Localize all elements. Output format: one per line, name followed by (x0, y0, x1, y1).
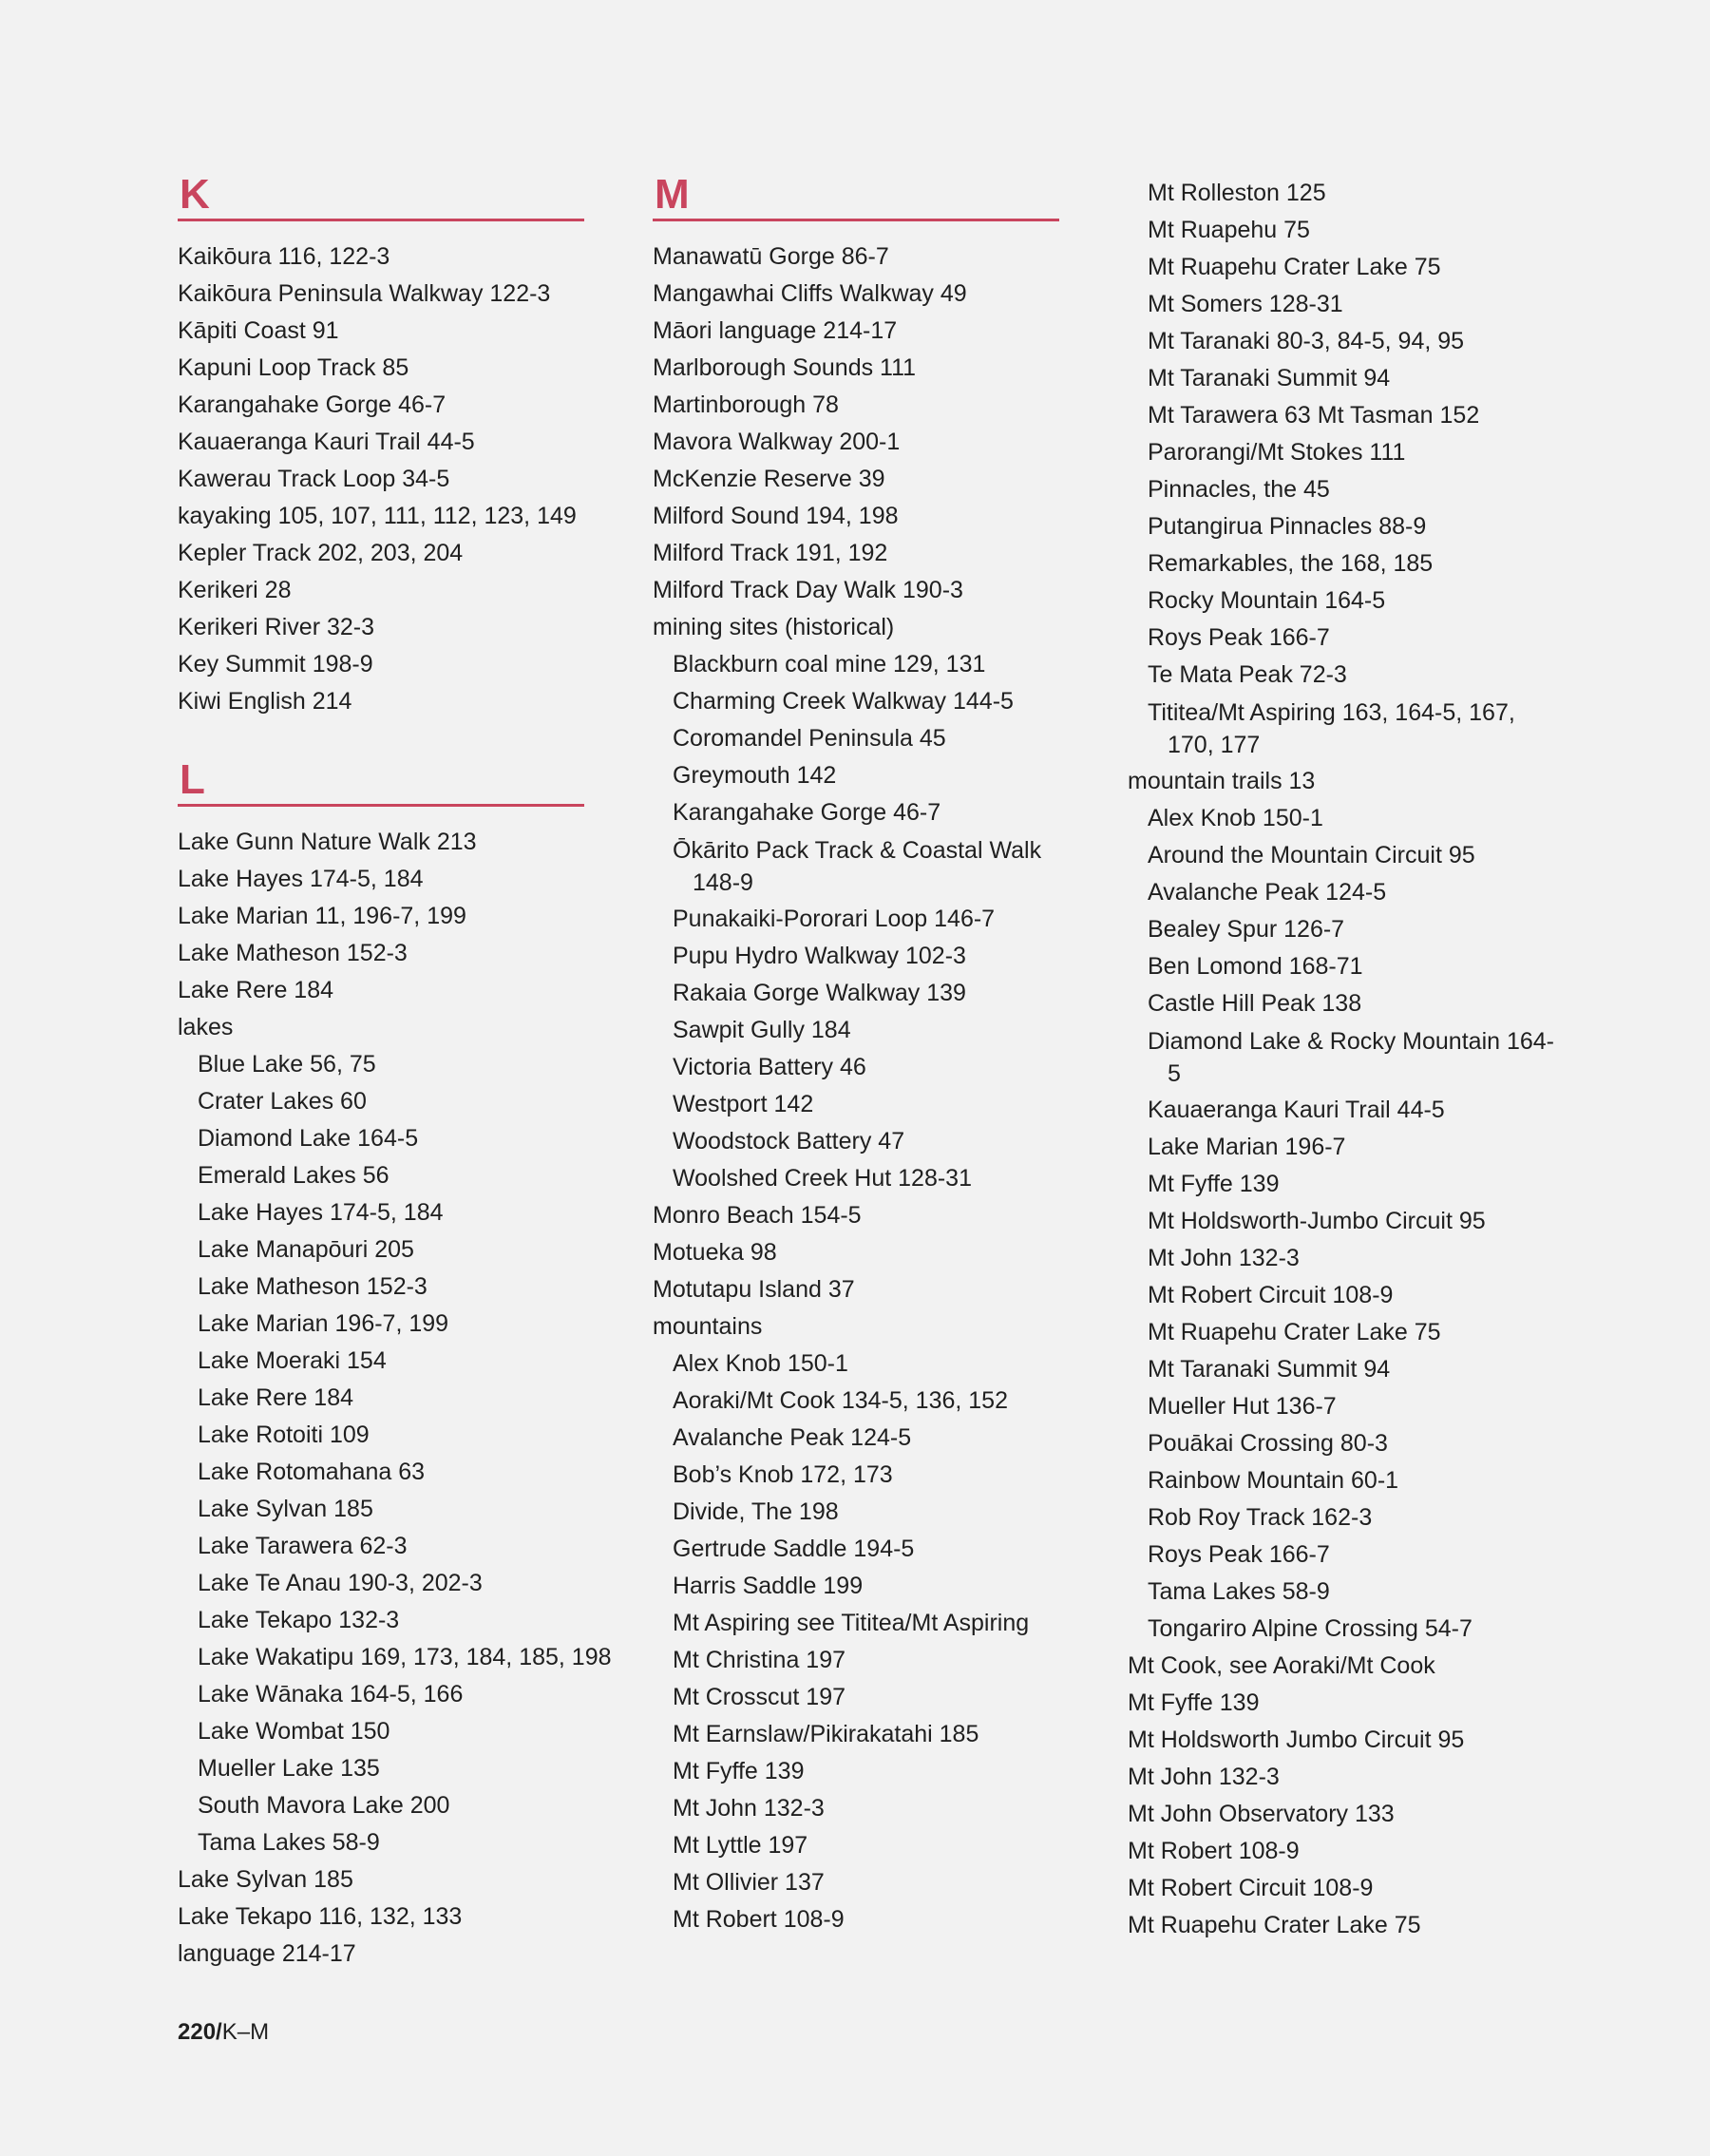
index-subentry: Lake Te Anau 190-3, 202-3 (198, 1570, 483, 1596)
index-subentry: Crater Lakes 60 (198, 1088, 367, 1115)
index-subentry: Lake Marian 196-7 (1148, 1134, 1346, 1160)
section-letter-l: L (178, 756, 584, 807)
folio-range: K–M (221, 2019, 270, 2045)
index-entry: Kerikeri River 32-3 (178, 614, 375, 640)
index-subentry: Mueller Lake 135 (198, 1755, 380, 1782)
index-subentry: Mt Robert Circuit 108-9 (1148, 1282, 1394, 1308)
index-subentry: Lake Sylvan 185 (198, 1496, 373, 1522)
index-subentry: Westport 142 (673, 1091, 814, 1117)
index-entry: Mt Ruapehu Crater Lake 75 (1128, 1912, 1421, 1938)
index-subentry: Mt Aspiring see Tititea/Mt Aspiring (673, 1610, 1030, 1636)
index-subentry: Avalanche Peak 124-5 (1148, 879, 1387, 906)
index-entry: Mt Cook, see Aoraki/Mt Cook (1128, 1652, 1435, 1679)
index-subentry: Alex Knob 150-1 (673, 1350, 848, 1377)
index-entry: Lake Tekapo 116, 132, 133 (178, 1903, 463, 1930)
index-entry: Motueka 98 (653, 1239, 777, 1266)
index-entry: Mt John 132-3 (1128, 1764, 1280, 1790)
index-entry: Kaikōura 116, 122-3 (178, 243, 390, 270)
index-subentry: Mt Crosscut 197 (673, 1684, 846, 1710)
index-entry: Mt Holdsworth Jumbo Circuit 95 (1128, 1727, 1465, 1753)
index-subentry: Lake Manapōuri 205 (198, 1236, 414, 1263)
index-subentry: Around the Mountain Circuit 95 (1148, 842, 1475, 868)
index-entry: mining sites (historical) (653, 614, 895, 640)
index-subentry: Lake Rotomahana 63 (198, 1459, 426, 1485)
index-subentry: Roys Peak 166-7 (1148, 624, 1330, 651)
index-subentry: Lake Matheson 152-3 (198, 1273, 428, 1300)
index-subentry: Lake Tekapo 132-3 (198, 1607, 400, 1633)
section-gap (178, 720, 584, 756)
index-entry: McKenzie Reserve 39 (653, 466, 885, 492)
index-subentry: Lake Marian 196-7, 199 (198, 1310, 449, 1337)
index-subentry: Mt Earnslaw/Pikirakatahi 185 (673, 1721, 979, 1747)
index-entry: Manawatū Gorge 86-7 (653, 243, 889, 270)
index-subentry: Bob’s Knob 172, 173 (673, 1461, 893, 1488)
index-subentry: Kauaeranga Kauri Trail 44-5 (1148, 1097, 1445, 1123)
index-subentry: Mt Taranaki Summit 94 (1148, 1356, 1391, 1383)
index-subentry: Mt Rolleston 125 (1148, 180, 1326, 206)
index-subentry: Diamond Lake 164-5 (198, 1125, 419, 1152)
index-subentry: South Mavora Lake 200 (198, 1792, 450, 1819)
index-subentry: Tongariro Alpine Crossing 54-7 (1148, 1615, 1472, 1642)
index-subentry: Blue Lake 56, 75 (198, 1051, 376, 1078)
index-entry: Lake Hayes 174-5, 184 (178, 866, 424, 892)
index-subentry: Woolshed Creek Hut 128-31 (673, 1165, 972, 1192)
index-subentry: Karangahake Gorge 46-7 (673, 799, 941, 826)
index-subentry: Mt John 132-3 (1148, 1245, 1300, 1271)
index-entry: Kerikeri 28 (178, 577, 292, 603)
index-subentry: Alex Knob 150-1 (1148, 805, 1323, 831)
index-entry: Karangahake Gorge 46-7 (178, 391, 446, 418)
index-subentry: Gertrude Saddle 194-5 (673, 1536, 915, 1562)
index-entry: Kawerau Track Loop 34-5 (178, 466, 450, 492)
index-entry: Kāpiti Coast 91 (178, 317, 339, 344)
index-subentry: Mt John 132-3 (673, 1795, 825, 1822)
index-subentry: Rocky Mountain 164-5 (1148, 587, 1386, 614)
index-subentry: Mueller Hut 136-7 (1148, 1393, 1337, 1420)
index-entry: Martinborough 78 (653, 391, 839, 418)
section-letter-m: M (653, 171, 1059, 221)
index-entry: Mt Robert Circuit 108-9 (1128, 1875, 1374, 1901)
index-subentry: Remarkables, the 168, 185 (1148, 550, 1434, 577)
index-entry: Kauaeranga Kauri Trail 44-5 (178, 429, 475, 455)
index-subentry: Lake Rotoiti 109 (198, 1421, 370, 1448)
index-subentry: Lake Wakatipu 169, 173, 184, 185, 198 (198, 1644, 612, 1670)
index-subentry: Rainbow Mountain 60-1 (1148, 1467, 1399, 1494)
index-entry: Kiwi English 214 (178, 688, 352, 715)
index-entry: Lake Marian 11, 196-7, 199 (178, 903, 466, 929)
index-subentry: Mt Fyffe 139 (1148, 1171, 1280, 1197)
index-entry: Mangawhai Cliffs Walkway 49 (653, 280, 967, 307)
index-subentry: Emerald Lakes 56 (198, 1162, 390, 1189)
index-subentry: Mt Ruapehu Crater Lake 75 (1148, 1319, 1441, 1345)
index-subentry: Bealey Spur 126-7 (1148, 916, 1345, 943)
section-letter-k: K (178, 171, 584, 221)
index-entry: mountains (653, 1313, 763, 1340)
index-subentry: Mt Somers 128-31 (1148, 291, 1343, 317)
index-entry: Kaikōura Peninsula Walkway 122-3 (178, 280, 551, 307)
index-subentry: Mt Ruapehu 75 (1148, 217, 1310, 243)
index-subentry: Ben Lomond 168-71 (1148, 953, 1363, 980)
index-entry: Kepler Track 202, 203, 204 (178, 540, 464, 566)
index-subentry: Tama Lakes 58-9 (198, 1829, 380, 1856)
index-subentry: Rakaia Gorge Walkway 139 (673, 980, 966, 1006)
index-subentry: Harris Saddle 199 (673, 1573, 864, 1599)
index-entry: Mavora Walkway 200-1 (653, 429, 901, 455)
index-entry: language 214-17 (178, 1940, 356, 1967)
index-entry: Milford Track 191, 192 (653, 540, 888, 566)
index-entry: Lake Sylvan 185 (178, 1866, 353, 1893)
index-subentry: Mt Holdsworth-Jumbo Circuit 95 (1148, 1208, 1486, 1234)
index-subentry: Lake Wombat 150 (198, 1718, 390, 1745)
index-subentry: Lake Tarawera 62-3 (198, 1533, 408, 1559)
index-subentry: Mt Ruapehu Crater Lake 75 (1148, 254, 1441, 280)
index-entry: Motutapu Island 37 (653, 1276, 855, 1303)
index-subentry: Pupu Hydro Walkway 102-3 (673, 943, 966, 969)
index-subentry: Lake Moeraki 154 (198, 1347, 387, 1374)
index-subentry: Mt Christina 197 (673, 1647, 846, 1673)
index-subentry: Mt Lyttle 197 (673, 1832, 808, 1859)
index-subentry: Coromandel Peninsula 45 (673, 725, 946, 752)
index-entry: Key Summit 198-9 (178, 651, 373, 677)
index-column-1 (178, 171, 612, 1973)
index-entry: Mt Robert 108-9 (1128, 1838, 1300, 1864)
page-number: 220 (178, 2019, 217, 2045)
index-entry: Marlborough Sounds 111 (653, 354, 917, 381)
index-entry: Lake Rere 184 (178, 977, 334, 1003)
page-folio (178, 2018, 269, 2047)
index-subentry: Putangirua Pinnacles 88-9 (1148, 513, 1427, 540)
index-entry: Monro Beach 154-5 (653, 1202, 862, 1229)
index-subentry: Lake Rere 184 (198, 1384, 354, 1411)
index-subentry: Greymouth 142 (673, 762, 837, 789)
index-subentry: Tama Lakes 58-9 (1148, 1578, 1330, 1605)
index-subentry: Lake Wānaka 164-5, 166 (198, 1681, 464, 1708)
index-subentry: Woodstock Battery 47 (673, 1128, 905, 1154)
index-entry: Milford Sound 194, 198 (653, 503, 899, 529)
index-subentry: Roys Peak 166-7 (1148, 1541, 1330, 1568)
index-entry: mountain trails 13 (1128, 768, 1316, 794)
index-subentry: Pinnacles, the 45 (1148, 476, 1330, 503)
index-subentry: Mt Robert 108-9 (673, 1906, 845, 1933)
index-subentry: Parorangi/Mt Stokes 111 (1148, 439, 1406, 466)
index-subentry: Te Mata Peak 72-3 (1148, 661, 1347, 688)
index-entry: Mt John Observatory 133 (1128, 1801, 1395, 1827)
index-subentry: Aoraki/Mt Cook 134-5, 136, 152 (673, 1387, 1008, 1414)
index-column-2 (653, 171, 1059, 1938)
index-entry: Lake Matheson 152-3 (178, 940, 408, 966)
index-subentry: Avalanche Peak 124-5 (673, 1424, 912, 1451)
index-subentry: Mt Taranaki Summit 94 (1148, 365, 1391, 391)
index-entry: Milford Track Day Walk 190-3 (653, 577, 963, 603)
index-subentry: Blackburn coal mine 129, 131 (673, 651, 986, 677)
index-subentry: Sawpit Gully 184 (673, 1017, 851, 1043)
index-subentry: Pouākai Crossing 80-3 (1148, 1430, 1388, 1457)
index-subentry: Ōkārito Pack Track & Coastal Walk 148-9 (673, 837, 1042, 896)
index-entry: Māori language 214-17 (653, 317, 898, 344)
index-subentry: Lake Hayes 174-5, 184 (198, 1199, 444, 1226)
index-subentry: Castle Hill Peak 138 (1148, 990, 1362, 1017)
index-subentry: Charming Creek Walkway 144-5 (673, 688, 1014, 715)
index-subentry: Rob Roy Track 162-3 (1148, 1504, 1373, 1531)
index-subentry: Diamond Lake & Rocky Mountain 164-5 (1148, 1028, 1555, 1087)
index-subentry: Mt Tarawera 63 Mt Tasman 152 (1148, 402, 1480, 429)
index-subentry: Victoria Battery 46 (673, 1054, 866, 1080)
index-entry: Mt Fyffe 139 (1128, 1689, 1260, 1716)
index-entry: Lake Gunn Nature Walk 213 (178, 829, 477, 855)
folio-separator: / (216, 2019, 222, 2045)
index-subentry: Tititea/Mt Aspiring 163, 164-5, 167, 170, 177 (1148, 699, 1515, 758)
index-subentry: Punakaiki-Pororari Loop 146-7 (673, 906, 996, 932)
index-entry: kayaking 105, 107, 111, 112, 123, 149 (178, 503, 577, 529)
index-subentry: Mt Ollivier 137 (673, 1869, 825, 1896)
index-subentry: Mt Fyffe 139 (673, 1758, 805, 1784)
index-subentry: Mt Taranaki 80-3, 84-5, 94, 95 (1148, 328, 1465, 354)
index-subentry: Divide, The 198 (673, 1498, 839, 1525)
index-entry: lakes (178, 1014, 234, 1040)
index-column-3 (1128, 175, 1565, 1944)
index-entry: Kapuni Loop Track 85 (178, 354, 409, 381)
